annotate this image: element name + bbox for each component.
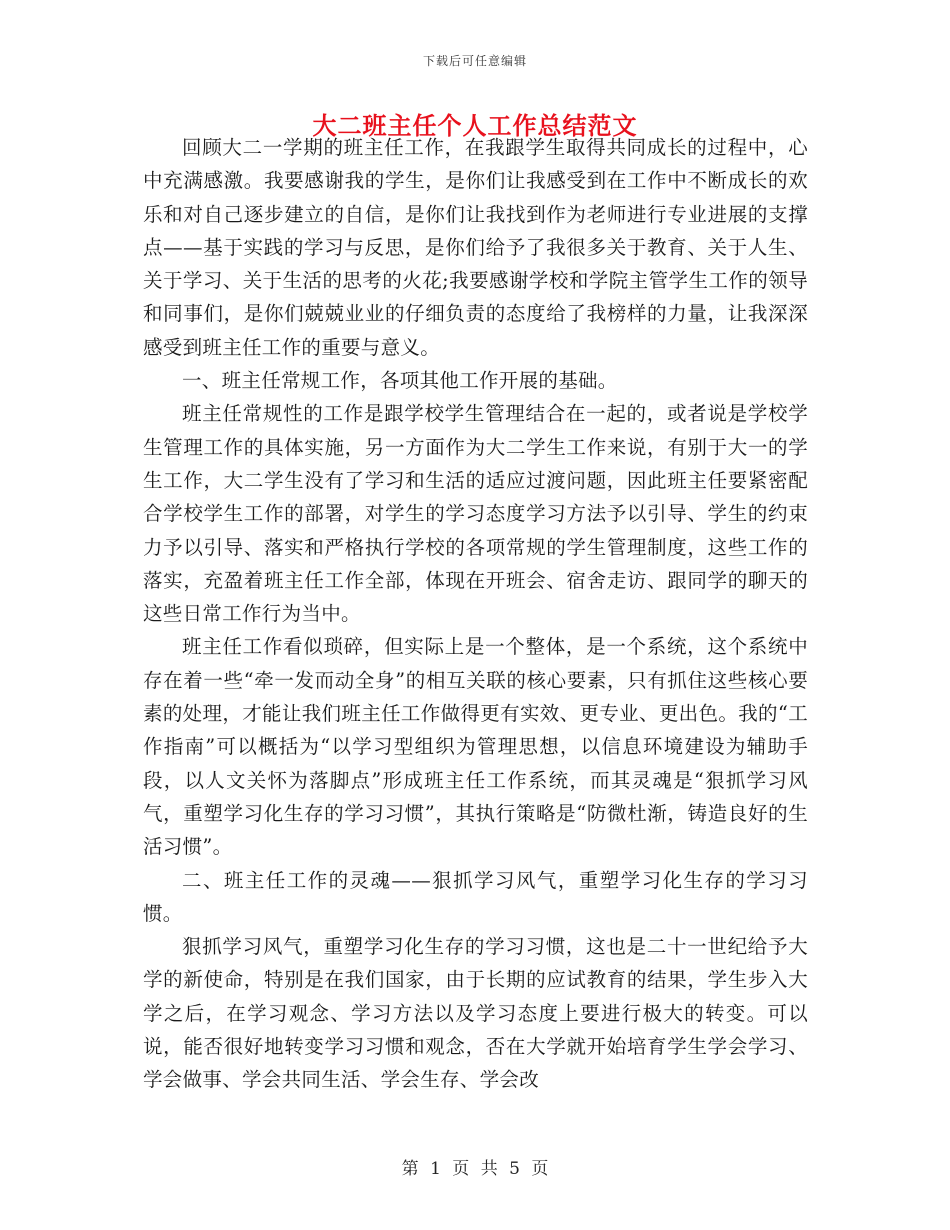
paragraph: 狠抓学习风气，重塑学习化生存的学习习惯，这也是二十一世纪给予大学的新使命，特别是在我们国家，由于长期的应试教育的结果，学生步入大学之后，在学习观念、学习方法以及学习态度上要进行极大的转变。可以说，能否很好地转变学习习惯和观念，否在大学就开始培育学生学会学习、学会做事、学会共同生活、学会生存、学会改 — [143, 935, 808, 1092]
document-title: 大二班主任个人工作总结范文 — [312, 111, 638, 140]
paragraph: 班主任工作看似琐碎，但实际上是一个整体，是一个系统，这个系统中存在着一些“牵一发而动全身”的相互关联的核心要素，只有抓住这些核心要素的处理，才能让我们班主任工作做得更有实效、更专业、更出色。我的“工作指南”可以概括为“以学习型组织为管理思想，以信息环境建设为辅助手段，以人文关怀为落脚点”形成班主任工作系统，而其灵魂是“狠抓学习风气，重塑学习化生存的学习习惯”，其执行策略是“防微杜渐，铸造良好的生活习惯”。 — [143, 635, 808, 859]
section-heading: 二、班主任工作的灵魂——狠抓学习风气，重塑学习化生存的学习习惯。 — [143, 868, 808, 925]
paragraph: 班主任常规性的工作是跟学校学生管理结合在一起的，或者说是学校学生管理工作的具体实施，另一方面作为大二学生工作来说，有别于大一的学生工作，大二学生没有了学习和生活的适应过渡问题，因此班主任要紧密配合学校学生工作的部署，对学生的学习态度学习方法予以引导、学生的约束力予以引导、落实和严格执行学校的各项常规的学生管理制度，这些工作的落实，充盈着班主任工作全部，体现在开班会、宿舍走访、跟同学的聊天的这些日常工作行为当中。 — [143, 402, 808, 626]
section-heading: 一、班主任常规工作，各项其他工作开展的基础。 — [182, 369, 618, 393]
document-body — [143, 131, 808, 1097]
header-note: 下载后可任意编辑 — [422, 54, 527, 68]
paragraph: 回顾大二一学期的班主任工作，在我跟学生取得共同成长的过程中，心中充满感激。我要感谢我的学生，是你们让我感受到在工作中不断成长的欢乐和对自己逐步建立的自信，是你们让我找到作为老师进行专业进展的支撑点——基于实践的学习与反思，是你们给予了我很多关于教育、关于人生、关于学习、关于生活的思考的火花;我要感谢学校和学院主管学生工作的领导和同事们，是你们兢兢业业的仔细负责的态度给了我榜样的力量，让我深深感受到班主任工作的重要与意义。 — [143, 136, 808, 359]
page-number-footer: 第 1 页 共 5 页 — [401, 1159, 549, 1179]
